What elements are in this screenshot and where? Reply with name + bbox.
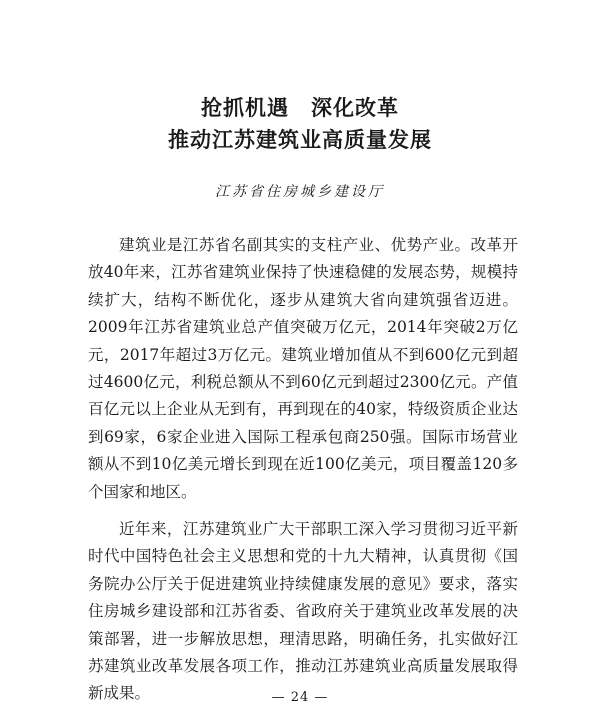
title-line-2: 推动江苏建筑业高质量发展	[168, 128, 432, 152]
paragraph-1: 建筑业是江苏省名副其实的支柱产业、优势产业。改革开放40年来，江苏省建筑业保持了快速稳健的发展态势，规模持续扩大，结构不断优化，逐步从建筑大省向建筑强省迈进。2009年江苏省建筑业总产值突破万亿元，2014年突破2万亿元，2017年超过3万亿元。建筑业增加值从不到600亿元到超过4600亿元，利税总额从不到60亿元到超过2300亿元。产值百亿元以上企业从无到有，再到现在的40家，特级资质企业达到69家，6家企业进入国际工程承包商250强。国际市场营业额从不到10亿美元增长到现在近100亿美元，项目覆盖120多个国家和地区。	[88, 236, 518, 501]
title-line-1: 抢抓机遇 深化改革	[201, 96, 399, 120]
page-number: — 24 —	[271, 690, 329, 705]
author: 江苏省住房城乡建设厅	[215, 184, 385, 200]
paragraph-2: 近年来，江苏建筑业广大干部职工深入学习贯彻习近平新时代中国特色社会主义思想和党的十九大精神，认真贯彻《国务院办公厅关于促进建筑业持续健康发展的意见》要求，落实住房城乡建设部和江苏省委、省政府关于建筑业改革发展的决策部署，进一步解放思想，理清思路，明确任务，扎实做好江苏建筑业改革发展各项工作，推动江苏建筑业高质量发展取得新成果。	[88, 520, 518, 703]
